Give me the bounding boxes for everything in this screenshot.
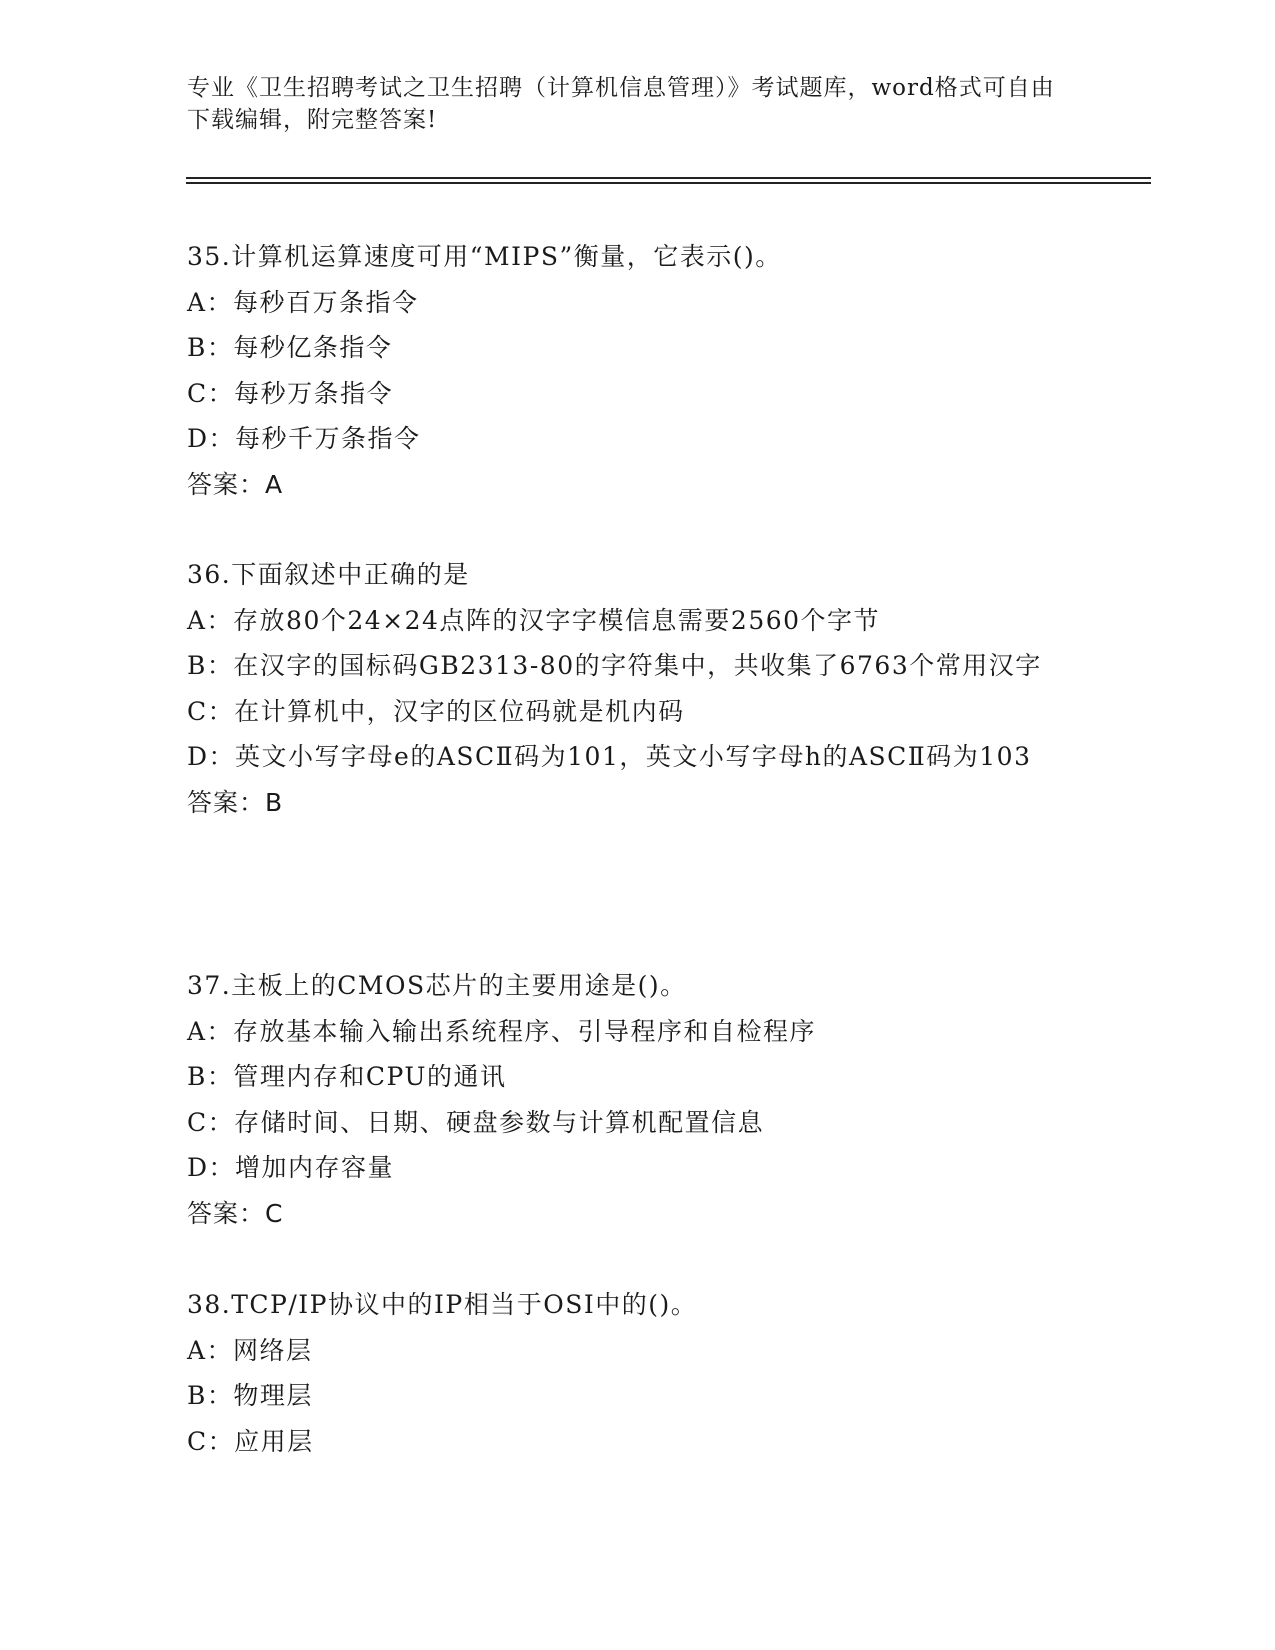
answer: 答案：A xyxy=(187,469,284,499)
option-a: A：存放80个24×24点阵的汉字字模信息需要2560个字节 xyxy=(187,605,881,635)
option-b: B：物理层 xyxy=(187,1381,313,1410)
option-c: C：在计算机中，汉字的区位码就是机内码 xyxy=(187,696,685,726)
answer: 答案：B xyxy=(187,787,284,817)
question-35 xyxy=(187,234,1067,507)
option-b: B：每秒亿条指令 xyxy=(187,333,393,362)
question-36 xyxy=(187,552,1067,825)
document-intro: 专业《卫生招聘考试之卫生招聘（计算机信息管理）》考试题库，word格式可自由下载编辑，附完整答案! xyxy=(187,75,1055,133)
option-b: B：在汉字的国标码GB2313-80的字符集中，共收集了6763个常用汉字 xyxy=(187,651,1042,680)
header-divider-bottom xyxy=(186,182,1151,184)
option-c: C：每秒万条指令 xyxy=(187,378,394,408)
question-stem: 35.计算机运算速度可用“MIPS”衡量，它表示()。 xyxy=(187,242,782,271)
option-a: A：网络层 xyxy=(187,1335,313,1365)
option-c: C：应用层 xyxy=(187,1426,314,1456)
question-stem: 37.主板上的CMOS芯片的主要用途是()。 xyxy=(187,971,687,1000)
option-c: C：存储时间、日期、硬盘参数与计算机配置信息 xyxy=(187,1107,765,1137)
question-38 xyxy=(187,1282,1067,1464)
header-divider-top xyxy=(186,177,1151,179)
option-b: B：管理内存和CPU的通讯 xyxy=(187,1062,507,1091)
question-37 xyxy=(187,963,1067,1236)
option-a: A：存放基本输入输出系统程序、引导程序和自检程序 xyxy=(187,1016,817,1046)
option-d: D：增加内存容量 xyxy=(187,1153,395,1182)
answer: 答案：C xyxy=(187,1198,284,1228)
option-d: D：每秒千万条指令 xyxy=(187,424,421,453)
option-d: D：英文小写字母e的ASCⅡ码为101，英文小写字母h的ASCⅡ码为103 xyxy=(187,742,1032,771)
option-a: A：每秒百万条指令 xyxy=(187,287,419,317)
question-stem: 36.下面叙述中正确的是 xyxy=(187,560,470,589)
question-stem: 38.TCP/IP协议中的IP相当于OSI中的()。 xyxy=(187,1290,698,1319)
